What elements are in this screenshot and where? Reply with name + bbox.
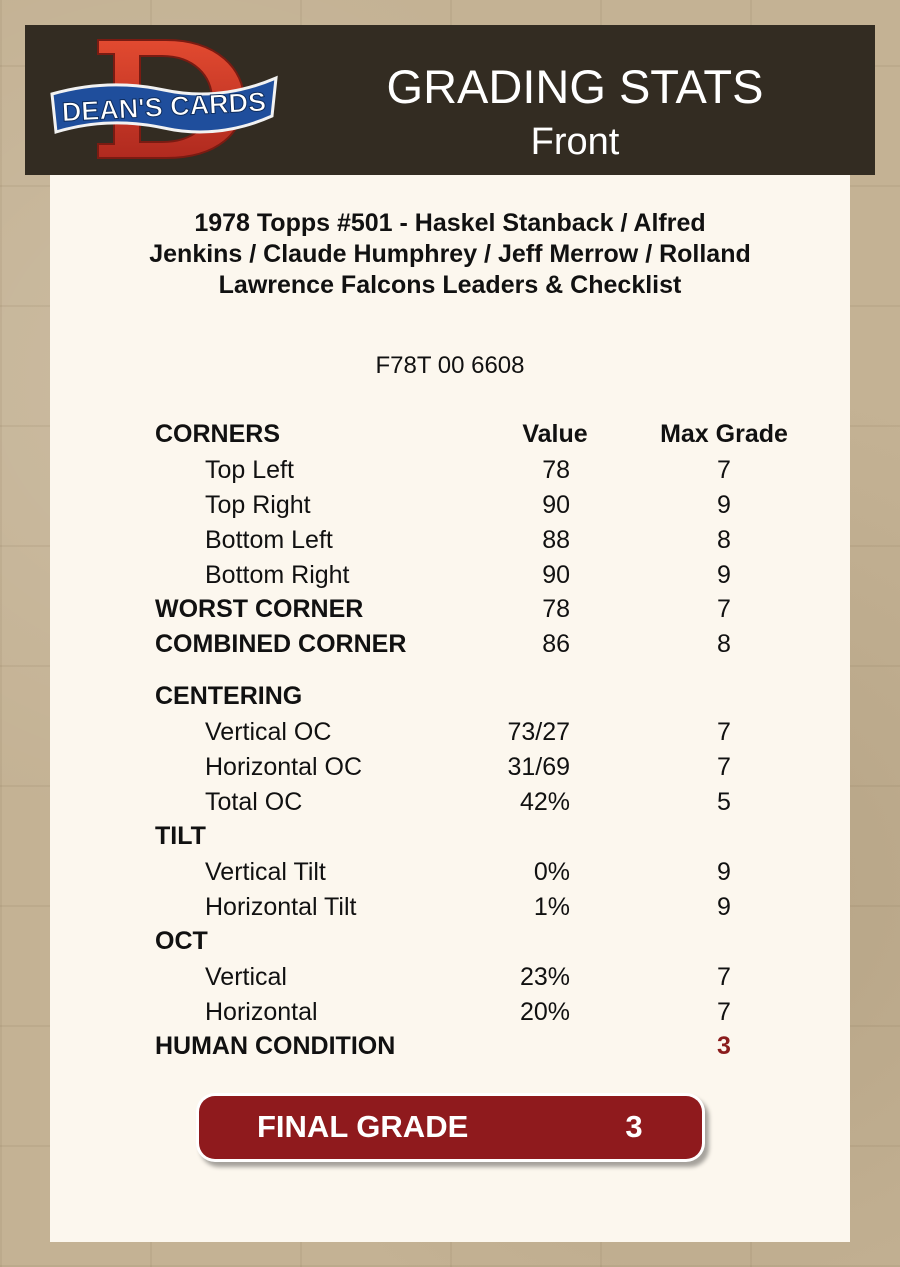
stat-value: 78 (542, 456, 570, 484)
stat-label: Horizontal Tilt (205, 893, 357, 921)
stat-label: Vertical OC (205, 718, 332, 746)
stat-row-horizontal-oc (0, 753, 900, 788)
tilt-header-row (0, 822, 900, 857)
value-column-header: Value (522, 420, 588, 448)
stat-value: 86 (542, 630, 570, 658)
stat-label: Horizontal (205, 998, 318, 1026)
stat-max-grade: 7 (717, 963, 731, 991)
human-condition-row (0, 1032, 900, 1067)
corners-section-label: CORNERS (155, 420, 281, 448)
stat-row-top-right (0, 491, 900, 526)
stat-label: Bottom Right (205, 561, 350, 589)
stat-value: 78 (542, 595, 570, 623)
worst-corner-row (0, 595, 900, 630)
stat-value: 73/27 (507, 718, 570, 746)
deans-cards-logo (48, 36, 280, 162)
stat-value: 23% (519, 963, 570, 991)
logo-text: DEAN'S CARDS (61, 86, 267, 128)
combined-corner-label: COMBINED CORNER (155, 630, 407, 658)
stat-row-bottom-right (0, 561, 900, 596)
stat-max-grade: 9 (717, 561, 731, 589)
stat-max-grade: 7 (717, 753, 731, 781)
combined-corner-row (0, 630, 900, 665)
stat-row-horizontal-tilt (0, 893, 900, 928)
stat-row-vertical-oc (0, 718, 900, 753)
stat-value: 42% (519, 788, 570, 816)
page-title: GRADING STATS (386, 60, 764, 113)
oct-header-row (0, 927, 900, 962)
stat-max-grade: 8 (717, 526, 731, 554)
stat-max-grade: 7 (717, 456, 731, 484)
stat-max-grade: 7 (717, 595, 731, 623)
stat-label: Total OC (205, 788, 303, 816)
worst-corner-label: WORST CORNER (155, 595, 364, 623)
card-code: F78T 00 6608 (375, 352, 525, 379)
final-grade-banner (199, 1096, 702, 1159)
max-grade-column-header: Max Grade (660, 420, 788, 448)
human-condition-grade: 3 (717, 1032, 731, 1060)
stat-row-top-left (0, 456, 900, 491)
card-title-line: Lawrence Falcons Leaders & Checklist (218, 271, 682, 299)
stat-value: 88 (542, 526, 570, 554)
centering-section-label: CENTERING (155, 682, 303, 710)
stat-row-vertical-tilt (0, 858, 900, 893)
stat-label: Horizontal OC (205, 753, 362, 781)
stat-max-grade: 9 (717, 858, 731, 886)
stat-max-grade: 8 (717, 630, 731, 658)
tilt-section-label: TILT (155, 822, 206, 850)
stat-max-grade: 7 (717, 998, 731, 1026)
card-title-line: 1978 Topps #501 - Haskel Stanback / Alfred (194, 209, 706, 237)
final-grade-label: FINAL GRADE (257, 1109, 469, 1144)
stat-value: 31/69 (507, 753, 570, 781)
stat-max-grade: 5 (717, 788, 731, 816)
stat-value: 0% (533, 858, 570, 886)
stat-value: 20% (519, 998, 570, 1026)
stat-label: Top Right (205, 491, 311, 519)
corners-header-row (0, 420, 900, 455)
stat-label: Top Left (205, 456, 294, 484)
stat-value: 1% (533, 893, 570, 921)
stat-row-oct-horizontal (0, 998, 900, 1033)
stat-label: Bottom Left (205, 526, 333, 554)
oct-section-label: OCT (155, 927, 208, 955)
stat-row-oct-vertical (0, 963, 900, 998)
card-title (100, 208, 800, 301)
card-title-line: Jenkins / Claude Humphrey / Jeff Merrow / Rolland (149, 240, 751, 268)
stat-max-grade: 9 (717, 491, 731, 519)
stat-value: 90 (542, 491, 570, 519)
centering-header-row (0, 682, 900, 717)
stat-label: Vertical (205, 963, 287, 991)
final-grade-value: 3 (625, 1109, 643, 1144)
human-condition-label: HUMAN CONDITION (155, 1032, 396, 1060)
stat-label: Vertical Tilt (205, 858, 326, 886)
stat-value: 90 (542, 561, 570, 589)
page-subtitle: Front (530, 121, 620, 163)
stat-row-total-oc (0, 788, 900, 823)
stat-max-grade: 7 (717, 718, 731, 746)
stat-max-grade: 9 (717, 893, 731, 921)
stat-row-bottom-left (0, 526, 900, 561)
